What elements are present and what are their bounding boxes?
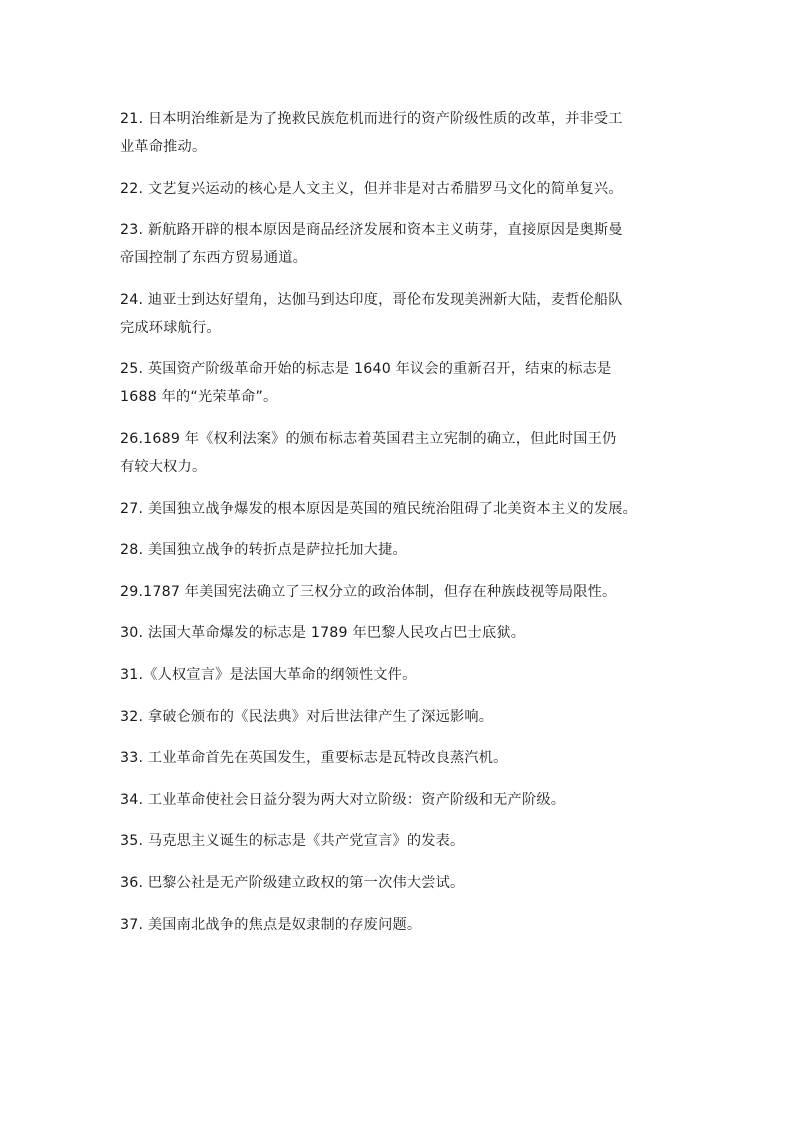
list-item-line: 23. 新航路开辟的根本原因是商品经济发展和资本主义萌芽，直接原因是奥斯曼 — [120, 222, 623, 239]
list-item — [120, 578, 680, 606]
list-item-line: 28. 美国独立战争的转折点是萨拉托加大捷。 — [120, 542, 407, 559]
list-item-line: 31.《人权宣言》是法国大革命的纲领性文件。 — [120, 666, 417, 683]
list-item-line: 有较大权力。 — [120, 458, 207, 475]
list-item — [120, 495, 680, 523]
list-item — [120, 425, 680, 481]
list-item — [120, 536, 680, 564]
list-item — [120, 175, 680, 203]
list-item — [120, 869, 680, 897]
list-item — [120, 355, 680, 411]
list-item — [120, 703, 680, 731]
document-body — [120, 105, 680, 952]
list-item — [120, 619, 680, 647]
list-item-line: 36. 巴黎公社是无产阶级建立政权的第一次伟大尝试。 — [120, 874, 465, 891]
list-item-line: 24. 迪亚士到达好望角，达伽马到达印度，哥伦布发现美洲新大陆，麦哲伦船队 — [120, 291, 623, 308]
list-item-line: 34. 工业革命使社会日益分裂为两大对立阶级：资产阶级和无产阶级。 — [120, 791, 566, 808]
list-item — [120, 661, 680, 689]
list-item-line: 21. 日本明治维新是为了挽救民族危机而进行的资产阶级性质的改革，并非受工 — [120, 111, 623, 127]
list-item-line: 25. 英国资产阶级革命开始的标志是 1640 年议会的重新召开，结束的标志是 — [120, 361, 612, 378]
list-item — [120, 744, 680, 772]
list-item-line: 33. 工业革命首先在英国发生，重要标志是瓦特改良蒸汽机。 — [120, 750, 508, 767]
list-item-line: 1688 年的“光荣革命”。 — [120, 389, 278, 406]
list-item-line: 22. 文艺复兴运动的核心是人文主义，但并非是对古希腊罗马文化的简单复兴。 — [120, 180, 623, 197]
list-item-line: 完成环球航行。 — [120, 319, 221, 336]
list-item-line: 30. 法国大革命爆发的标志是 1789 年巴黎人民攻占巴士底狱。 — [120, 625, 526, 642]
list-item — [120, 105, 680, 161]
list-item-line: 32. 拿破仑颁布的《民法典》对后世法律产生了深远影响。 — [120, 708, 494, 725]
list-item — [120, 911, 680, 939]
list-item — [120, 786, 680, 814]
list-item-line: 35. 马克思主义诞生的标志是《共产党宣言》的发表。 — [120, 833, 465, 850]
list-item-line: 帝国控制了东西方贸易通道。 — [120, 250, 308, 267]
list-item-line: 26.1689 年《权利法案》的颁布标志着英国君主立宪制的确立，但此时国王仍 — [120, 430, 617, 447]
list-item-line: 业革命推动。 — [120, 139, 207, 155]
list-item-line: 37. 美国南北战争的焦点是奴隶制的存废问题。 — [120, 916, 422, 933]
list-item — [120, 286, 680, 342]
list-item — [120, 216, 680, 272]
list-item-line: 29.1787 年美国宪法确立了三权分立的政治体制，但存在种族歧视等局限性。 — [120, 583, 617, 600]
list-item — [120, 827, 680, 855]
list-item-line: 27. 美国独立战争爆发的根本原因是英国的殖民统治阻碍了北美资本主义的发展。 — [120, 500, 638, 517]
